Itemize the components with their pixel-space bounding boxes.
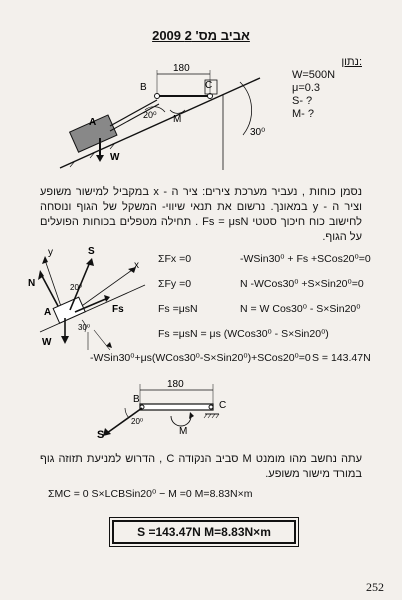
fig2-label-N: N — [28, 278, 36, 289]
figure-rod-moment — [95, 378, 255, 443]
eq-left-3: Fs =μsN = μs (WCos30⁰ - S×Sin20⁰) — [158, 328, 329, 340]
fig3-angle-20: 20⁰ — [131, 417, 144, 426]
fig2-axis-x: x — [134, 260, 139, 271]
page-number: 252 — [366, 580, 384, 594]
fig1-angle-30: 30⁰ — [250, 127, 266, 138]
fig2-label-A: A — [44, 307, 52, 318]
given-line: μ=0.3 — [292, 82, 321, 94]
fig3-label-M: M — [179, 426, 188, 437]
given-line: M- ? — [292, 108, 314, 120]
fig2-axis-y: y — [48, 247, 53, 258]
final-answer-box: S =143.47N M=8.83N×m — [112, 520, 296, 544]
paragraph-intro: נסמן כוחות , נעביר מערכת צירים: ציר ה - x במקביל למישור משופע וציר ה - y במאונך. נרשום את תנאי שיווי- המשקל של הגוף ונוסחה לחישוב כוח חיכוך סטטי Fs = μsN . תחילה מטפלים בכוחות הפועלים על הגוף. — [40, 186, 362, 243]
fig3-dim-180: 180 — [167, 379, 184, 390]
long-equation: -WSin30⁰+μs(WCos30⁰-S×Sin20⁰)+SCos20⁰=0 — [90, 352, 311, 364]
fig1-label-C: C — [205, 80, 213, 91]
fig1-dim-180: 180 — [173, 63, 190, 74]
figure-free-body-diagram — [20, 240, 150, 350]
given-data — [292, 56, 362, 121]
fig2-label-S: S — [88, 246, 95, 257]
fig1-label-W: W — [110, 152, 120, 163]
fig3-label-S: S — [97, 429, 105, 441]
fig3-label-B: B — [133, 394, 140, 405]
fig1-label-A: A — [89, 117, 97, 128]
eq-left-0: ΣFx =0 — [158, 253, 192, 265]
fig1-label-B: B — [140, 82, 147, 93]
eq-right-2: N = W Cos30⁰ - S×Sin20⁰ — [240, 303, 361, 315]
eq-left-2: Fs =μsN — [158, 303, 198, 315]
given-line: W=500N — [292, 69, 336, 81]
figure-incline-mechanism — [55, 60, 275, 175]
s-result: S = 143.47N — [312, 352, 371, 364]
fig2-label-W: W — [42, 337, 52, 348]
page-title: 2009 אביב מס' 2 — [152, 28, 250, 43]
fig1-angle-20: 20⁰ — [143, 110, 157, 120]
eq-right-1: N -WCos30⁰ +S×Sin20⁰=0 — [240, 278, 364, 290]
given-line: S- ? — [292, 95, 313, 107]
fig1-label-M: M — [173, 114, 182, 125]
fig2-angle-30: 30⁰ — [78, 323, 91, 332]
eq-right-0: -WSin30⁰ + Fs +SCos20⁰=0 — [240, 253, 371, 265]
fig2-label-Fs: Fs — [112, 304, 124, 315]
fig2-angle-20: 20⁰ — [70, 283, 83, 292]
eq-left-1: ΣFy =0 — [158, 278, 192, 290]
fig3-label-C: C — [219, 400, 227, 411]
paragraph-moment: עתה נחשב מהו מומנט M סביב הנקודה C , הדרוש למניעת תזוזה גוף במורד מישור משופע. — [40, 453, 362, 480]
moment-equation: ΣMC = 0 S×LCBSin20⁰ − M =0 M=8.83N×m — [48, 488, 253, 500]
given-header: נתון: — [341, 56, 362, 68]
